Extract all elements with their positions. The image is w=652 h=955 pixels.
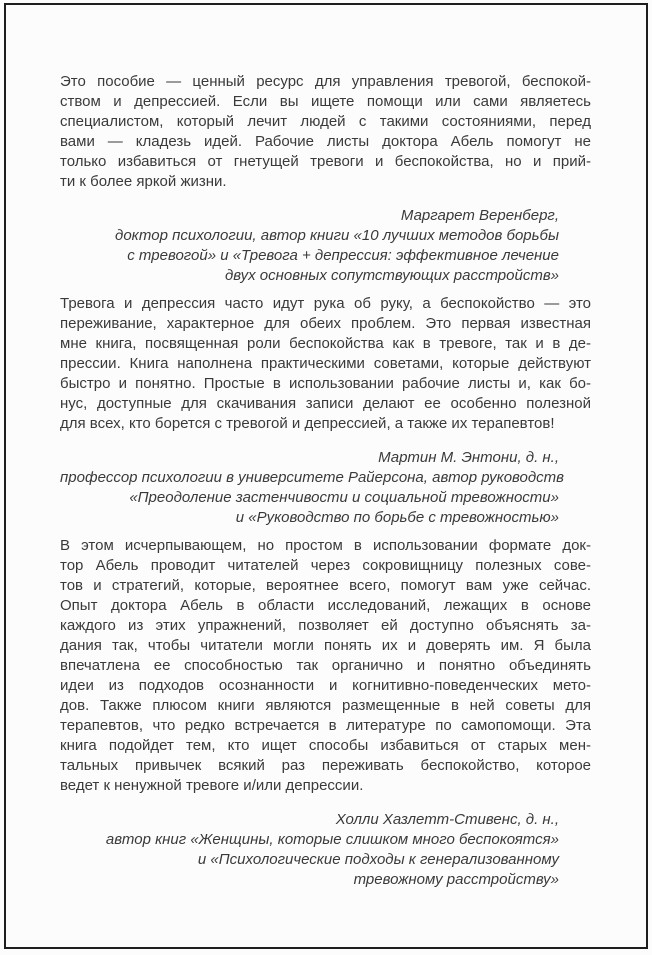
text-line: впечатлена ее способностью так органично и понятно объединять [60, 657, 591, 674]
text-line: для всех, кто борется с тревогой и депрессией, а также их терапевтов! [60, 415, 555, 432]
text-line: дов. Также плюсом книги являются размещенные в ней советы для [60, 697, 591, 714]
text-line: прессии. Книга наполнена практическими советами, которые действуют [60, 355, 591, 372]
testimonial-attribution [60, 448, 591, 528]
text-line: ведет к ненужной тревоге и/или депрессии. [60, 777, 364, 794]
text-line: тальных привычек всякий раз переживать беспокойство, которое [60, 757, 591, 774]
text-line: тор Абель проводит читателей через сокровищницу полезных сове- [60, 557, 591, 574]
text-line: профессор психологии в университете Райерсона, автор руководств [60, 469, 565, 486]
testimonial-quote [60, 294, 591, 434]
text-line: книга подойдет тем, кто ищет способы избавиться от старых мен- [60, 737, 591, 754]
text-line: Мартин М. Энтони, д. н., [378, 449, 559, 466]
text-line: Это пособие — ценный ресурс для управления тревогой, беспокой- [60, 73, 591, 90]
text-line: дания так, чтобы читатели могли понять их и доверять им. Я была [60, 637, 591, 654]
text-line: только избавиться от гнетущей тревоги и беспокойства, но и прий- [60, 153, 591, 170]
text-line: тов и стратегий, которые, вероятнее всего, помогут вам уже сейчас. [60, 577, 591, 594]
text-line: автор книг «Женщины, которые слишком много беспокоятся» [105, 831, 559, 848]
text-line: мне книга, посвященная роли беспокойства как в тревоге, так и в де- [60, 335, 591, 352]
text-line: двух основных сопутствующих расстройств» [224, 267, 559, 284]
testimonial-3 [60, 536, 591, 890]
text-line: Маргарет Веренберг, [400, 207, 559, 224]
text-line: ством и депрессией. Если вы ищете помощи или сами являетесь [60, 93, 591, 110]
text-line: Опыт доктора Абель в области исследований, лежащих в основе [60, 597, 591, 614]
testimonial-quote [60, 536, 591, 796]
text-line: доктор психологии, автор книги «10 лучших методов борьбы [115, 227, 559, 244]
testimonial-2 [60, 294, 591, 528]
text-line: специалистом, который лечит людей с такими состояниями, перед [60, 113, 591, 130]
text-line: тревожному расстройству» [353, 871, 559, 888]
testimonials-content [60, 72, 591, 898]
text-line: идеи из подходов осознанности и когнитивно-поведенческих мето- [60, 677, 591, 694]
text-line: терапевтов, что редко встречается в литературе по самопомощи. Эта [60, 717, 591, 734]
text-line: быстро и понятно. Простые в использовании рабочие листы и, как бо- [60, 375, 591, 392]
text-line: ти к более яркой жизни. [60, 173, 227, 190]
text-line: Холли Хазлетт-Стивенс, д. н., [335, 811, 559, 828]
text-line: нус, доступные для скачивания записи делают ее особенно полезной [60, 395, 591, 412]
text-line: и «Психологические подходы к генерализованному [197, 851, 559, 868]
text-line: вами — кладезь идей. Рабочие листы доктора Абель помогут не [60, 133, 591, 150]
testimonial-1 [60, 72, 591, 286]
text-line: каждого из этих упражнений, позволяет ей доступно объяснять за- [60, 617, 591, 634]
text-line: переживание, характерное для обеих проблем. Это первая известная [60, 315, 591, 332]
text-line: с тревогой» и «Тревога + депрессия: эффективное лечение [127, 247, 559, 264]
text-line: В этом исчерпывающем, но простом в использовании формате док- [60, 537, 591, 554]
testimonial-attribution [60, 206, 591, 286]
text-line: и «Руководство по борьбе с тревожностью» [235, 509, 559, 526]
text-line: «Преодоление застенчивости и социальной тревожности» [129, 489, 559, 506]
text-line: Тревога и депрессия часто идут рука об руку, а беспокойство — это [60, 295, 591, 312]
testimonial-quote [60, 72, 591, 192]
testimonial-attribution [60, 810, 591, 890]
